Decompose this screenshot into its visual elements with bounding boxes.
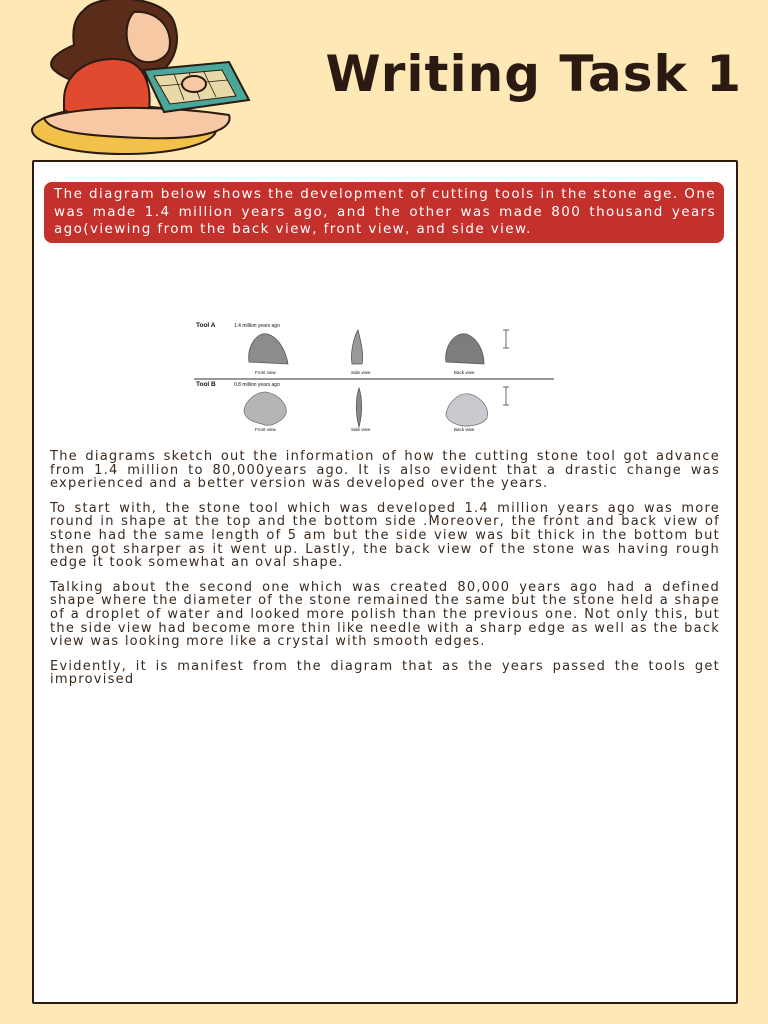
- task-prompt: The diagram below shows the development of cutting tools in the stone age. One was made 1.4 million years ago, and the other was made 800 thousand years ago(viewing from the back view, front view, and side view.: [44, 182, 724, 243]
- tool-a-front-view-label: Front view: [255, 370, 276, 375]
- essay-paragraph: To start with, the stone tool which was developed 1.4 million years ago was more round in shape at the top and the bottom side .Moreover, the front and back view of stone had the same length of 5 am but the side view was bit thick in the bottom but then got sharper as it went up. Lastly, the back view of the stone was having rough edge it took somewhat an oval shape.: [50, 500, 720, 571]
- tool-a-back-stone: [446, 334, 484, 364]
- tool-b-front-stone: [244, 392, 286, 425]
- girl-with-laptop-illustration: [24, 0, 264, 165]
- tool-a-back-view-label: Back view: [454, 370, 475, 375]
- tool-b-back-stone: [446, 394, 488, 426]
- content-card: [32, 160, 738, 1004]
- essay-paragraph: Talking about the second one which was created 80,000 years ago had a defined shape where the diameter of the stone remained the same but the stone held a shape of a droplet of water and looked more polish than the previous one. Not only this, but the side view had become more thin like needle with a sharp edge as well as the back view was looking more like a crystal with smooth edges.: [50, 579, 720, 650]
- tool-a-side-view-label: Side view: [351, 370, 371, 375]
- tool-a-side-stone: [351, 330, 362, 364]
- tool-b-front-view-label: Front view: [255, 427, 276, 432]
- essay-body: [50, 450, 720, 698]
- tool-a-age: 1.4 million years ago: [234, 323, 280, 329]
- tool-a-front-stone: [249, 334, 288, 364]
- essay-paragraph: The diagrams sketch out the information of how the cutting stone tool got advance from 1.4 million to 80,000years ago. It is also evident that a drastic change was experienced and a better version was developed over the years.: [50, 449, 720, 492]
- tool-b-age: 0.8 million years ago: [234, 382, 280, 388]
- tool-b-side-view-label: Side view: [351, 427, 371, 432]
- tool-b-side-stone: [356, 388, 361, 427]
- page-title: Writing Task 1: [325, 45, 742, 103]
- stone-tools-diagram: [164, 312, 564, 437]
- tool-b-label: Tool B: [196, 381, 216, 388]
- essay-paragraph: Evidently, it is manifest from the diagram that as the years passed the tools get improvised: [50, 658, 720, 688]
- tool-b-back-view-label: Back view: [454, 427, 475, 432]
- tool-a-label: Tool A: [196, 322, 216, 329]
